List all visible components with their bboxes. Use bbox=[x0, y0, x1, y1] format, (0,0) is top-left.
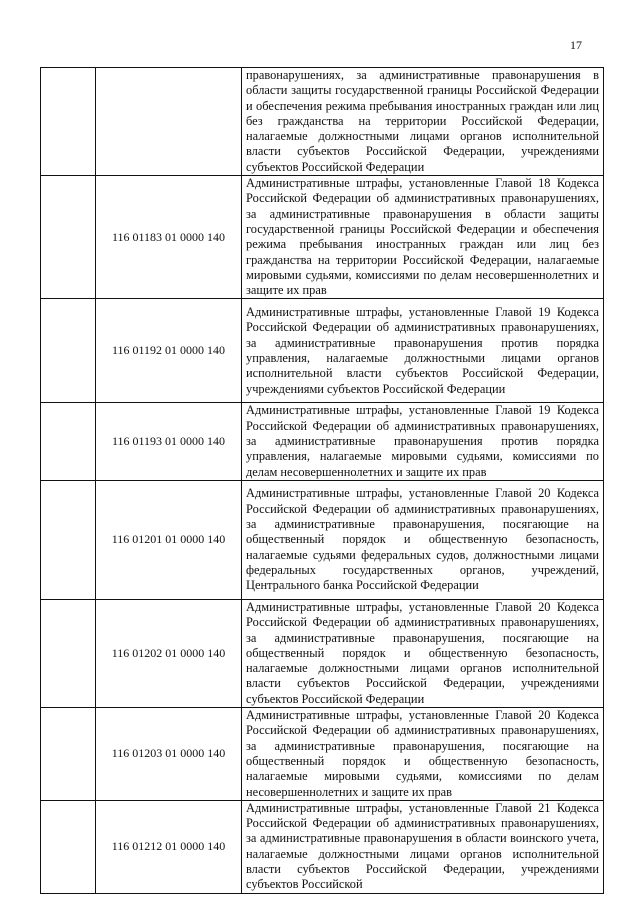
budget-code: 116 01212 01 0000 140 bbox=[96, 800, 242, 893]
code-description: Административные штрафы, установленные Главой 21 Кодекса Российской Федерации об административных правонарушениях, за административные правонарушения в области воинского учета, налагаемые должностными лицами органов исполнительной власти субъектов Российской Федерации, учреждениями субъектов Российской bbox=[242, 800, 604, 893]
budget-code bbox=[96, 68, 242, 176]
code-description: Административные штрафы, установленные Главой 20 Кодекса Российской Федерации об административных правонарушениях, за административные правонарушения, посягающие на общественный порядок и общественную безопасность, налагаемые должностными лицами органов исполнительной власти субъектов Российской Федерации, учреждениями субъектов Российской Федерации bbox=[242, 599, 604, 707]
code-description: Административные штрафы, установленные Главой 19 Кодекса Российской Федерации об административных правонарушениях, за административные правонарушения против порядка управления, налагаемые должностными лицами органов исполнительной власти субъектов Российской Федерации, учреждениями субъектов Российской Федерации bbox=[242, 299, 604, 403]
empty-cell bbox=[41, 599, 96, 707]
budget-code: 116 01202 01 0000 140 bbox=[96, 599, 242, 707]
budget-code: 116 01183 01 0000 140 bbox=[96, 176, 242, 299]
table-row bbox=[41, 800, 604, 893]
code-description: Административные штрафы, установленные Главой 18 Кодекса Российской Федерации об административных правонарушениях, за административные правонарушения в области защиты государственной границы Российской Федерации и обеспечения режима пребывания иностранных граждан или лиц без гражданства на территории Российской Федерации, налагаемые мировыми судьями, комиссиями по делам несовершеннолетних и защите их прав bbox=[242, 176, 604, 299]
table-row bbox=[41, 480, 604, 599]
code-description: Административные штрафы, установленные Главой 20 Кодекса Российской Федерации об административных правонарушениях, за административные правонарушения, посягающие на общественный порядок и общественную безопасность, налагаемые мировыми судьями, комиссиями по делам несовершеннолетних и защите их прав bbox=[242, 708, 604, 801]
code-description: Административные штрафы, установленные Главой 19 Кодекса Российской Федерации об административных правонарушениях, за административные правонарушения против порядка управления, налагаемые мировыми судьями, комиссиями по делам несовершеннолетних и защите их прав bbox=[242, 403, 604, 480]
empty-cell bbox=[41, 800, 96, 893]
empty-cell bbox=[41, 708, 96, 801]
empty-cell bbox=[41, 176, 96, 299]
budget-code: 116 01192 01 0000 140 bbox=[96, 299, 242, 403]
budget-code: 116 01203 01 0000 140 bbox=[96, 708, 242, 801]
table-row bbox=[41, 599, 604, 707]
table-row bbox=[41, 299, 604, 403]
table-row bbox=[41, 176, 604, 299]
code-description: правонарушениях, за административные правонарушения в области защиты государственной границы Российской Федерации и обеспечения режима пребывания иностранных граждан или лиц без гражданства на территории Российской Федерации, налагаемые должностными лицами органов исполнительной власти субъектов Российской Федерации, учреждениями субъектов Российской Федерации bbox=[242, 68, 604, 176]
empty-cell bbox=[41, 299, 96, 403]
code-description: Административные штрафы, установленные Главой 20 Кодекса Российской Федерации об административных правонарушениях, за административные правонарушения, посягающие на общественный порядок и общественную безопасность, налагаемые судьями федеральных судов, должностными лицами федеральных государственных органов, учреждений, Центрального банка Российской Федерации bbox=[242, 480, 604, 599]
budget-code: 116 01193 01 0000 140 bbox=[96, 403, 242, 480]
budget-code-table bbox=[40, 67, 604, 894]
table-row bbox=[41, 68, 604, 176]
table-row bbox=[41, 708, 604, 801]
empty-cell bbox=[41, 403, 96, 480]
page-number: 17 bbox=[570, 38, 582, 52]
empty-cell bbox=[41, 68, 96, 176]
empty-cell bbox=[41, 480, 96, 599]
table-row bbox=[41, 403, 604, 480]
budget-code: 116 01201 01 0000 140 bbox=[96, 480, 242, 599]
